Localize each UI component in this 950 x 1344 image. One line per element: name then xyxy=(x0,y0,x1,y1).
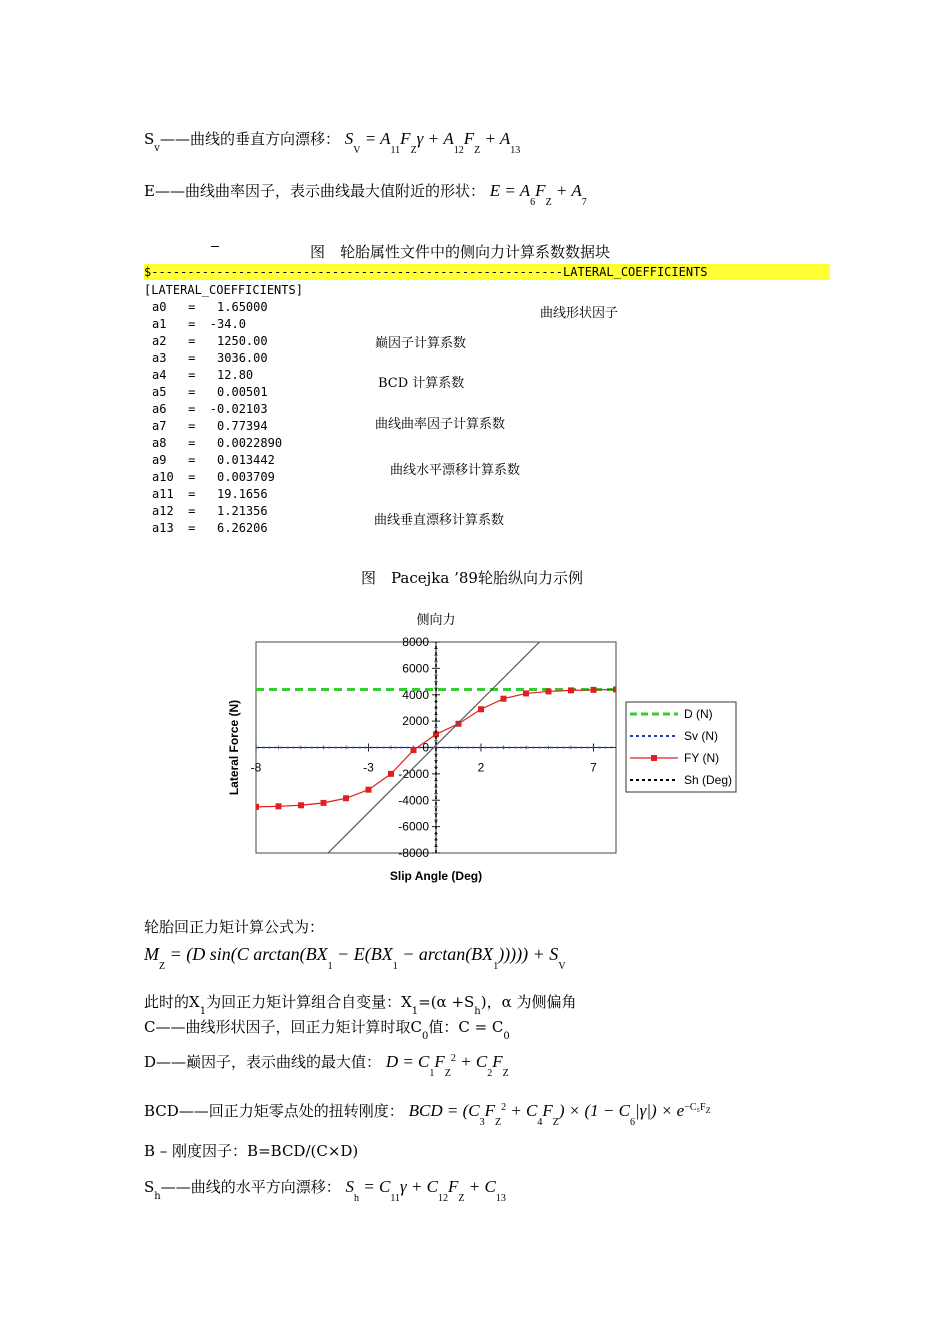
code-row: a3 = 3036.00 xyxy=(152,351,268,365)
caption-lateral-coefficients: 图 轮胎属性文件中的侧向力计算系数数据块 xyxy=(310,243,611,261)
code-rows xyxy=(152,299,282,537)
note-vertical-shift: 曲线垂直漂移计算系数 xyxy=(374,513,505,528)
fy-marker xyxy=(478,706,484,712)
x-tick-label: -3 xyxy=(363,760,374,775)
fy-marker xyxy=(253,804,259,810)
sv-lead-sub: v xyxy=(154,143,160,154)
y-tick-label: 0 xyxy=(422,740,429,755)
x1-h: h xyxy=(474,1006,481,1017)
sh-formula: $S_h = C_{11}\gamma + C_{12}F_Z + C_{13}$ xyxy=(345,1177,506,1204)
sh-desc: ——曲线的水平方向漂移： xyxy=(160,1178,341,1196)
legend-label: Sh (Deg) xyxy=(684,773,733,787)
c-line xyxy=(144,1016,510,1042)
note-bcd: BCD 计算系数 xyxy=(378,376,465,391)
code-row: a7 = 0.77394 xyxy=(152,419,268,433)
fy-marker xyxy=(411,747,417,753)
code-row: a8 = 0.0022890 xyxy=(152,436,283,450)
fy-marker xyxy=(591,687,597,693)
sh-lead: S xyxy=(144,1178,155,1196)
bcd-formula: BCD = $(C_3F_Z^2 + C_4F_Z) \times (1 - C_6|\gamma|) \times e^{-C_5F_Z}$ xyxy=(408,1101,711,1128)
y-tick-label: 2000 xyxy=(402,714,429,729)
code-row: a2 = 1250.00 xyxy=(152,334,268,348)
fy-marker xyxy=(613,686,619,692)
x1-c: =(α +S xyxy=(418,993,475,1011)
x-tick-label: -8 xyxy=(250,760,262,775)
mz-intro: 轮胎回正力矩计算公式为： xyxy=(144,918,325,936)
chart-title: 侧向力 xyxy=(416,612,456,627)
fy-marker xyxy=(298,802,304,808)
note-shape-factor: 曲线形状因子 xyxy=(540,306,619,321)
y-axis-label: Lateral Force (N) xyxy=(227,699,241,796)
fy-marker xyxy=(523,690,529,696)
d-formula: $D = C_1F_Z^2 + C_2F_Z$ xyxy=(385,1052,509,1079)
c-sub-b: 0 xyxy=(503,1031,510,1042)
x-tick-label: 2 xyxy=(477,760,485,775)
fy-marker xyxy=(343,795,349,801)
code-header: $---------------------------------------------------------LATERAL_COEFFICIENTS xyxy=(144,265,708,279)
x1-a: 此时的X xyxy=(144,993,200,1011)
underline-mark xyxy=(211,246,219,247)
fy-marker xyxy=(321,800,327,806)
x1-d: )，α 为侧偏角 xyxy=(480,993,577,1011)
c-b: 值：C = C xyxy=(428,1018,504,1036)
x1-b: 为回正力矩计算组合自变量：X xyxy=(206,993,412,1011)
code-row: a4 = 12.80 xyxy=(152,368,254,382)
code-row: a10 = 0.003709 xyxy=(152,470,275,484)
y-tick-label: 6000 xyxy=(402,661,429,676)
d-line xyxy=(144,1051,509,1079)
fy-marker xyxy=(568,687,574,693)
y-tick-label: 4000 xyxy=(402,687,429,702)
x1-sub2: 1 xyxy=(411,1006,419,1017)
sv-lead: S xyxy=(144,130,155,148)
code-row: a13 = 6.26206 xyxy=(152,521,268,535)
e-line xyxy=(144,180,587,208)
bcd-line xyxy=(144,1100,711,1128)
code-row: a11 = 19.1656 xyxy=(152,487,268,501)
legend-label: D (N) xyxy=(684,707,713,721)
note-horizontal-shift: 曲线水平漂移计算系数 xyxy=(390,463,521,478)
fy-marker xyxy=(366,787,372,793)
c-a: C——曲线形状因子，回正力矩计算时取C xyxy=(144,1018,422,1036)
caption-pacejka-example: 图 Pacejka ’89轮胎纵向力示例 xyxy=(361,569,583,587)
b-line: B – 刚度因子：B=BCD/(C×D) xyxy=(144,1142,359,1160)
e-desc: E——曲线曲率因子，表示曲线最大值附近的形状： xyxy=(144,182,485,200)
sh-lead-sub: h xyxy=(154,1191,161,1202)
note-peak-factor: 巅因子计算系数 xyxy=(375,336,467,351)
y-tick-label: -8000 xyxy=(398,846,429,860)
code-section: [LATERAL_COEFFICIENTS] xyxy=(144,283,303,297)
e-formula: $E = A_6F_Z + A_7$ xyxy=(489,181,587,208)
legend-marker xyxy=(651,755,657,761)
lateral-force-chart xyxy=(210,600,750,900)
fy-marker xyxy=(501,696,507,702)
code-row: a6 = -0.02103 xyxy=(152,402,268,416)
code-row: a9 = 0.013442 xyxy=(152,453,275,467)
code-row: a5 = 0.00501 xyxy=(152,385,268,399)
bcd-desc: BCD——回正力矩零点处的扭转刚度： xyxy=(144,1102,404,1120)
mz-formula: $M_Z = (D$ sin(C $\arctan(BX_1 - E(BX_1 - \arctan(BX_1))))) + S_V$ xyxy=(144,944,566,972)
y-tick-label: 8000 xyxy=(402,635,429,649)
d-desc: D——巅因子，表示曲线的最大值： xyxy=(144,1053,382,1071)
sv-desc: ——曲线的垂直方向漂移： xyxy=(159,130,340,148)
x1-line xyxy=(144,991,577,1017)
y-tick-label: -6000 xyxy=(398,819,429,834)
sv-line xyxy=(144,128,521,156)
legend-label: FY (N) xyxy=(684,751,720,765)
code-row: a1 = -34.0 xyxy=(152,317,246,331)
code-row: a0 = 1.65000 xyxy=(152,300,268,314)
x-axis-label: Slip Angle (Deg) xyxy=(389,869,483,883)
y-tick-label: -2000 xyxy=(398,766,429,781)
legend-label: Sv (N) xyxy=(684,729,718,743)
sv-formula: $S_V = A_{11}F_Z\gamma + A_{12}F_Z + A_{13}$ xyxy=(344,129,521,156)
note-curvature: 曲线曲率因子计算系数 xyxy=(375,417,506,432)
fy-marker xyxy=(388,771,394,777)
fy-marker xyxy=(546,688,552,694)
x1-sub: 1 xyxy=(199,1006,207,1017)
code-row: a12 = 1.21356 xyxy=(152,504,268,518)
x-tick-label: 7 xyxy=(590,760,597,775)
fy-marker xyxy=(276,803,282,809)
y-tick-label: -4000 xyxy=(398,793,429,808)
c-sub-a: 0 xyxy=(421,1031,429,1042)
fy-marker xyxy=(456,721,462,727)
sh-line xyxy=(144,1176,506,1204)
